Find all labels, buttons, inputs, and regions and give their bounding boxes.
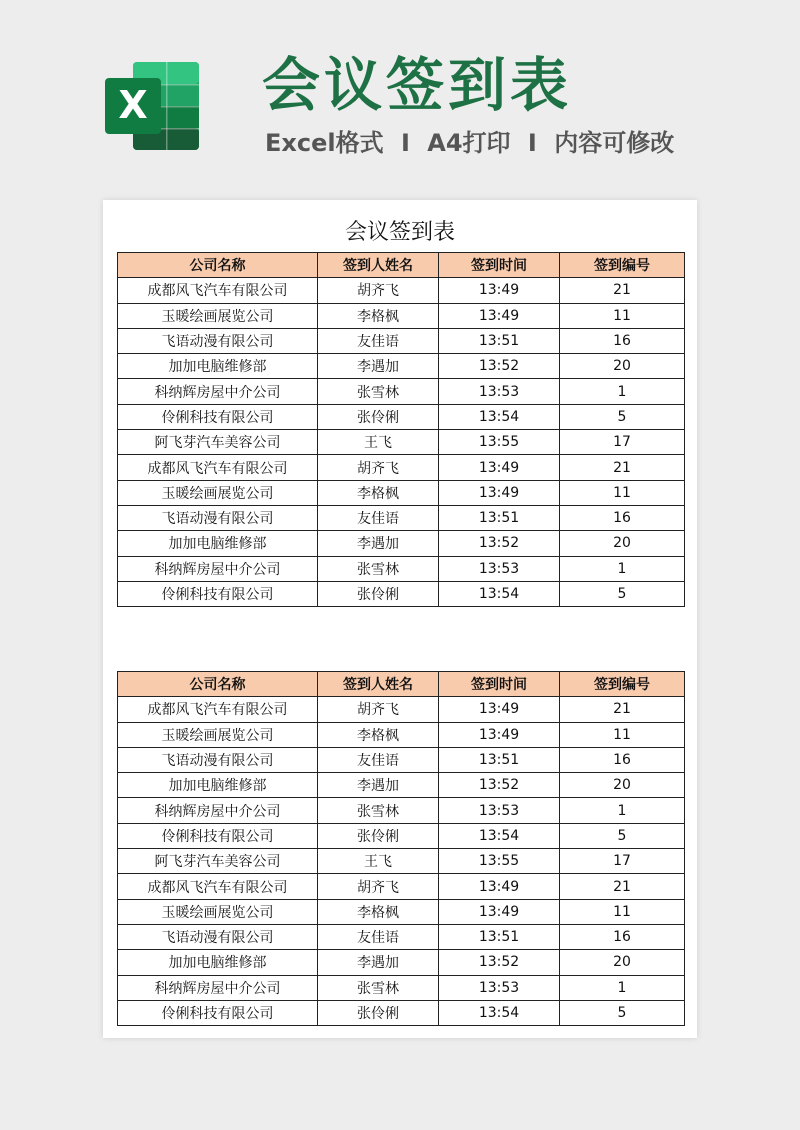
cell-company: 玉暖绘画展览公司 (118, 480, 318, 505)
cell-number: 1 (560, 556, 685, 581)
cell-time: 13:49 (439, 303, 560, 328)
cell-number: 20 (560, 531, 685, 556)
cell-time: 13:53 (439, 975, 560, 1000)
cell-company: 阿飞芽汽车美容公司 (118, 430, 318, 455)
cell-number: 21 (560, 455, 685, 480)
cell-name: 李遇加 (318, 950, 439, 975)
cell-number: 21 (560, 697, 685, 722)
cell-name: 张伶俐 (318, 1000, 439, 1025)
signin-table (117, 671, 685, 1026)
cell-name: 张雪林 (318, 556, 439, 581)
cell-name: 李遇加 (318, 773, 439, 798)
table-row (118, 328, 685, 353)
cell-company: 科纳辉房屋中介公司 (118, 975, 318, 1000)
cell-name: 李格枫 (318, 303, 439, 328)
table-row (118, 430, 685, 455)
cell-number: 1 (560, 975, 685, 1000)
cell-time: 13:54 (439, 823, 560, 848)
cell-name: 张伶俐 (318, 404, 439, 429)
signin-table (117, 252, 685, 607)
cell-time: 13:52 (439, 354, 560, 379)
cell-time: 13:49 (439, 697, 560, 722)
cell-time: 13:53 (439, 556, 560, 581)
sheet-paper (103, 200, 697, 1038)
cell-time: 13:49 (439, 455, 560, 480)
cell-name: 友佳语 (318, 924, 439, 949)
cell-time: 13:51 (439, 328, 560, 353)
cell-company: 科纳辉房屋中介公司 (118, 379, 318, 404)
table-row (118, 924, 685, 949)
cell-name: 王飞 (318, 849, 439, 874)
cell-company: 伶俐科技有限公司 (118, 404, 318, 429)
sheet-title: 会议签到表 (344, 220, 455, 245)
table-row (118, 975, 685, 1000)
cell-number: 5 (560, 581, 685, 606)
cell-time: 13:55 (439, 849, 560, 874)
banner-title: 会议签到表 (262, 51, 573, 119)
cell-number: 20 (560, 950, 685, 975)
subtitle-format: Excel格式 (265, 129, 384, 157)
table-row (118, 697, 685, 722)
table-row (118, 849, 685, 874)
cell-number: 20 (560, 354, 685, 379)
cell-number: 16 (560, 328, 685, 353)
table-row (118, 531, 685, 556)
cell-time: 13:49 (439, 899, 560, 924)
cell-name: 张伶俐 (318, 823, 439, 848)
table-row (118, 303, 685, 328)
table-row (118, 455, 685, 480)
header-number: 签到编号 (560, 253, 685, 278)
cell-name: 胡齐飞 (318, 455, 439, 480)
cell-number: 5 (560, 404, 685, 429)
table-row (118, 581, 685, 606)
cell-name: 王飞 (318, 430, 439, 455)
cell-company: 加加电脑维修部 (118, 950, 318, 975)
cell-time: 13:52 (439, 773, 560, 798)
table-row (118, 747, 685, 772)
cell-time: 13:52 (439, 950, 560, 975)
excel-icon (103, 58, 203, 154)
header-company: 公司名称 (118, 253, 318, 278)
cell-name: 胡齐飞 (318, 697, 439, 722)
cell-number: 17 (560, 849, 685, 874)
subtitle-separator: I (527, 129, 537, 157)
cell-number: 20 (560, 773, 685, 798)
cell-number: 11 (560, 899, 685, 924)
cell-time: 13:49 (439, 278, 560, 303)
banner-subtitle (265, 126, 674, 160)
table-row (118, 379, 685, 404)
cell-company: 成都风飞汽车有限公司 (118, 697, 318, 722)
cell-company: 玉暖绘画展览公司 (118, 303, 318, 328)
table-row (118, 1000, 685, 1025)
cell-time: 13:54 (439, 1000, 560, 1025)
header-name: 签到人姓名 (318, 253, 439, 278)
cell-time: 13:51 (439, 924, 560, 949)
cell-name: 张伶俐 (318, 581, 439, 606)
subtitle-separator: I (400, 129, 410, 157)
cell-number: 11 (560, 480, 685, 505)
cell-number: 11 (560, 722, 685, 747)
cell-name: 李遇加 (318, 354, 439, 379)
cell-company: 加加电脑维修部 (118, 354, 318, 379)
cell-name: 胡齐飞 (318, 278, 439, 303)
cell-time: 13:51 (439, 505, 560, 530)
cell-time: 13:55 (439, 430, 560, 455)
cell-number: 21 (560, 874, 685, 899)
table-row (118, 798, 685, 823)
header-time: 签到时间 (439, 672, 560, 697)
cell-company: 加加电脑维修部 (118, 773, 318, 798)
table-row (118, 950, 685, 975)
cell-number: 5 (560, 1000, 685, 1025)
cell-company: 阿飞芽汽车美容公司 (118, 849, 318, 874)
cell-company: 科纳辉房屋中介公司 (118, 556, 318, 581)
subtitle-editable: 内容可修改 (554, 129, 675, 157)
cell-company: 玉暖绘画展览公司 (118, 899, 318, 924)
cell-company: 加加电脑维修部 (118, 531, 318, 556)
cell-company: 飞语动漫有限公司 (118, 328, 318, 353)
excel-icon-letter: X (118, 83, 148, 127)
cell-time: 13:49 (439, 722, 560, 747)
cell-name: 张雪林 (318, 975, 439, 1000)
cell-company: 成都风飞汽车有限公司 (118, 455, 318, 480)
cell-time: 13:52 (439, 531, 560, 556)
cell-name: 李格枫 (318, 480, 439, 505)
cell-name: 友佳语 (318, 328, 439, 353)
cell-name: 张雪林 (318, 379, 439, 404)
table-row (118, 874, 685, 899)
cell-number: 21 (560, 278, 685, 303)
cell-number: 16 (560, 924, 685, 949)
table-row (118, 823, 685, 848)
table-row (118, 278, 685, 303)
cell-number: 1 (560, 379, 685, 404)
cell-time: 13:54 (439, 581, 560, 606)
table-row (118, 505, 685, 530)
cell-company: 成都风飞汽车有限公司 (118, 874, 318, 899)
cell-company: 飞语动漫有限公司 (118, 924, 318, 949)
cell-company: 玉暖绘画展览公司 (118, 722, 318, 747)
cell-time: 13:49 (439, 874, 560, 899)
cell-name: 李格枫 (318, 722, 439, 747)
cell-number: 5 (560, 823, 685, 848)
table-row (118, 480, 685, 505)
cell-company: 伶俐科技有限公司 (118, 581, 318, 606)
cell-company: 飞语动漫有限公司 (118, 747, 318, 772)
cell-number: 16 (560, 505, 685, 530)
cell-number: 16 (560, 747, 685, 772)
cell-name: 李格枫 (318, 899, 439, 924)
cell-name: 张雪林 (318, 798, 439, 823)
cell-company: 伶俐科技有限公司 (118, 823, 318, 848)
header-time: 签到时间 (439, 253, 560, 278)
cell-company: 飞语动漫有限公司 (118, 505, 318, 530)
cell-company: 科纳辉房屋中介公司 (118, 798, 318, 823)
banner-header (0, 0, 800, 200)
table-header-row (118, 253, 685, 278)
table-row (118, 556, 685, 581)
cell-number: 1 (560, 798, 685, 823)
cell-time: 13:51 (439, 747, 560, 772)
cell-name: 胡齐飞 (318, 874, 439, 899)
cell-time: 13:54 (439, 404, 560, 429)
header-company: 公司名称 (118, 672, 318, 697)
cell-name: 李遇加 (318, 531, 439, 556)
cell-number: 11 (560, 303, 685, 328)
table-row (118, 404, 685, 429)
header-number: 签到编号 (560, 672, 685, 697)
cell-time: 13:49 (439, 480, 560, 505)
header-name: 签到人姓名 (318, 672, 439, 697)
cell-name: 友佳语 (318, 505, 439, 530)
subtitle-print: A4打印 (427, 129, 511, 157)
table-header-row (118, 672, 685, 697)
cell-number: 17 (560, 430, 685, 455)
table-row (118, 722, 685, 747)
table-row (118, 899, 685, 924)
table-row (118, 773, 685, 798)
cell-company: 成都风飞汽车有限公司 (118, 278, 318, 303)
cell-company: 伶俐科技有限公司 (118, 1000, 318, 1025)
table-row (118, 354, 685, 379)
cell-time: 13:53 (439, 798, 560, 823)
cell-name: 友佳语 (318, 747, 439, 772)
cell-time: 13:53 (439, 379, 560, 404)
